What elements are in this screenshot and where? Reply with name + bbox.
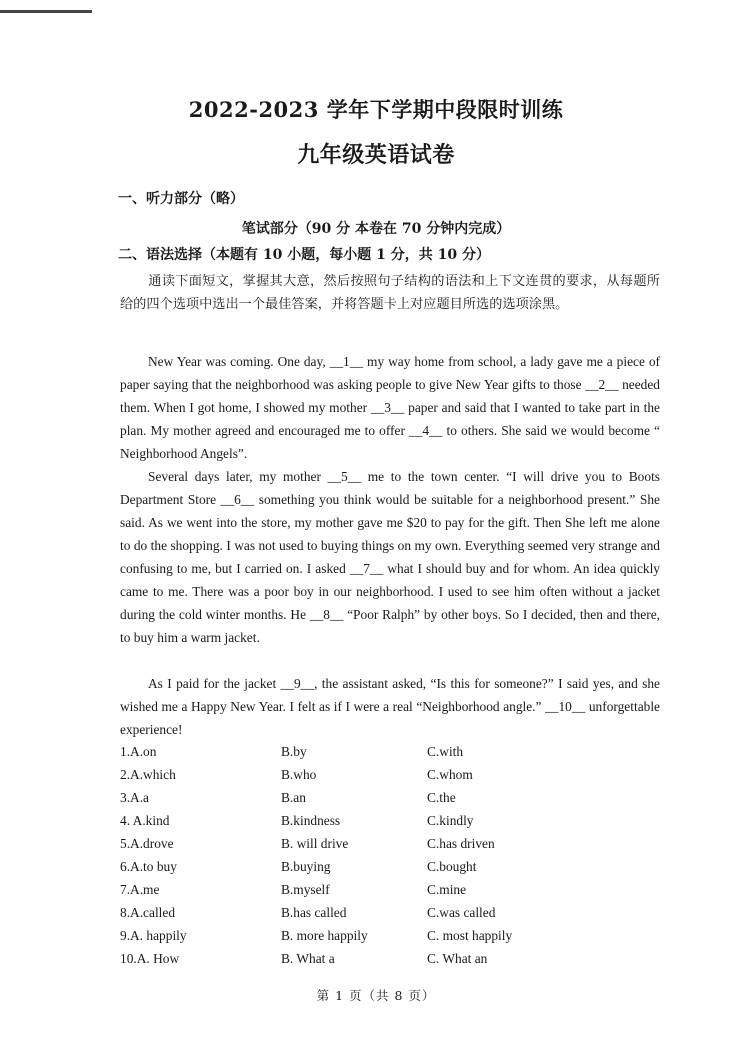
option-a: 10.A. How	[120, 951, 180, 966]
passage-paragraph-2	[120, 465, 660, 649]
option-b: B. will drive	[281, 836, 349, 851]
option-row-10	[120, 947, 660, 970]
option-c: C.whom	[427, 767, 473, 782]
passage-paragraph-1	[120, 350, 660, 465]
option-row-2	[120, 763, 660, 786]
passage-text-1: New Year was coming. One day, __1__ my way home from school, a lady gave me a piece of paper saying that the neighborhood was asking people to give New Year gifts to those __2__ needed them. When I got home, I showed my mother __3__ paper and said that I wanted to take part in the plan. My mother agreed and encouraged me to offer __4__ to others. She said we would become “ Neighborhood Angels”.	[120, 354, 660, 461]
option-b: B.has called	[281, 905, 347, 920]
option-a: 4. A.kind	[120, 813, 170, 828]
option-a: 8.A.called	[120, 905, 176, 920]
option-b: B.an	[281, 790, 306, 805]
option-a: 2.A.which	[120, 767, 176, 782]
option-b: B. What a	[281, 951, 335, 966]
option-b: B.myself	[281, 882, 330, 897]
section-listening-heading: 一、听力部分（略）	[118, 191, 244, 207]
option-c: C.mine	[427, 882, 467, 897]
written-part-heading: 笔试部分（90 分 本卷在 70 分钟内完成）	[241, 221, 511, 237]
option-row-8	[120, 901, 660, 924]
option-a: 7.A.me	[120, 882, 160, 897]
option-b: B.kindness	[281, 813, 341, 828]
option-row-3	[120, 786, 660, 809]
exam-title: 2022-2023 学年下学期中段限时训练	[188, 97, 564, 122]
option-b: B.buying	[281, 859, 331, 874]
answer-options-list	[120, 740, 660, 970]
option-c: C.with	[427, 744, 464, 759]
option-row-1	[120, 740, 660, 763]
section-grammar-heading: 二、语法选择（本题有 10 小题，每小题 1 分，共 10 分）	[118, 247, 490, 263]
option-a: 6.A.to buy	[120, 859, 177, 874]
option-c: C.has driven	[427, 836, 495, 851]
passage-text-2: Several days later, my mother __5__ me to the town center. “I will drive you to Boots Department Store __6__ something you think would be suitable for a neighborhood present.” She said. As we went into the store, my mother gave me $20 to pay for the gift. Then She left me alone to do the shopping. I was not used to buying things on my own. Everything seemed very strange and confusing to me, but I carried on. I asked __7__ what I should buy and for whom. An idea quickly came to me. There was a poor boy in our neighborhood. I used to see him often without a jacket during the cold winter months. He __8__ “Poor Ralph” by other boys. So I decided, then and there, to buy him a warm jacket.	[120, 469, 660, 645]
option-c: C.bought	[427, 859, 477, 874]
option-b: B.who	[281, 767, 317, 782]
option-b: B. more happily	[281, 928, 368, 943]
option-c: C.kindly	[427, 813, 474, 828]
page-number-footer: 第 1 页（共 8 页）	[316, 988, 436, 1003]
passage-paragraph-3	[120, 672, 660, 741]
option-row-9	[120, 924, 660, 947]
option-a: 1.A.on	[120, 744, 157, 759]
option-c: C. What an	[427, 951, 488, 966]
option-a: 3.A.a	[120, 790, 150, 805]
option-c: C.the	[427, 790, 456, 805]
exam-subtitle: 九年级英语试卷	[297, 142, 455, 168]
option-row-4	[120, 809, 660, 832]
instructions-paragraph	[120, 270, 660, 316]
option-c: C.was called	[427, 905, 496, 920]
option-row-5	[120, 832, 660, 855]
passage-text-3: As I paid for the jacket __9__, the assistant asked, “Is this for someone?” I said yes, and she wished me a Happy New Year. I felt as if I were a real “Neighborhood angle.” __10__ unforgettable experience!	[120, 676, 660, 737]
option-row-7	[120, 878, 660, 901]
option-b: B.by	[281, 744, 307, 759]
instructions-text: 通读下面短文，掌握其大意，然后按照句子结构的语法和上下文连贯的要求，从每题所给的四个选项中选出一个最佳答案，并将答题卡上对应题目所选的选项涂黑。	[120, 274, 660, 312]
option-c: C. most happily	[427, 928, 513, 943]
option-a: 9.A. happily	[120, 928, 187, 943]
scan-edge-line	[0, 10, 92, 13]
option-row-6	[120, 855, 660, 878]
option-a: 5.A.drove	[120, 836, 174, 851]
